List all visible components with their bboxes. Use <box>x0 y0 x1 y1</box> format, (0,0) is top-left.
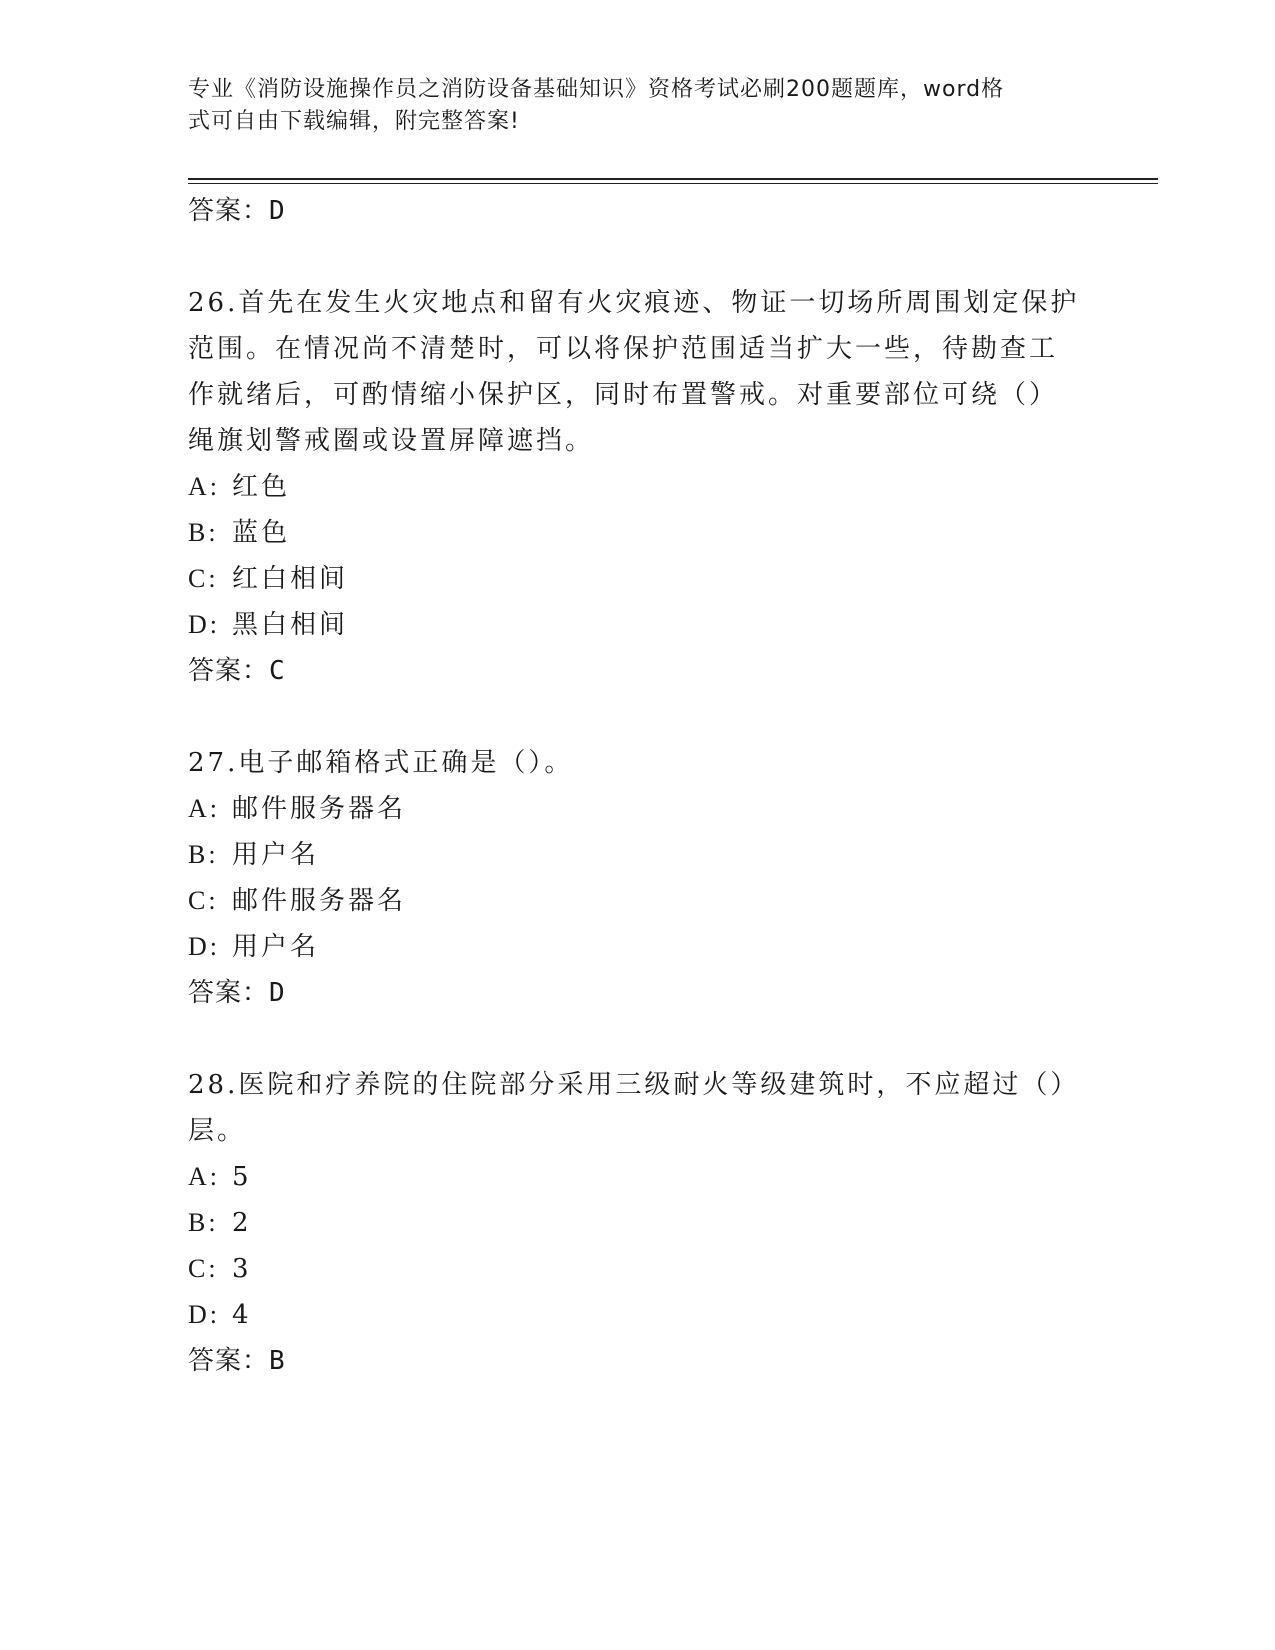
question-stem-line: 28.医院和疗养院的住院部分采用三级耐火等级建筑时，不应超过（） <box>188 1070 1080 1100</box>
option-text: 红白相间 <box>232 564 349 594</box>
question-27 <box>188 740 1088 1016</box>
answer-value: D <box>269 196 286 226</box>
option-text: 用户名 <box>232 932 320 962</box>
option-c <box>188 556 1088 602</box>
option-text: 5 <box>232 1162 252 1192</box>
question-26 <box>188 280 1088 694</box>
question-stem-line: 27.电子邮箱格式正确是（）。 <box>188 748 574 778</box>
answer-label: 答案： <box>188 196 270 226</box>
option-text: 用户名 <box>232 840 320 870</box>
question-answer <box>188 648 1088 694</box>
question-answer <box>188 1338 1088 1384</box>
option-key: C: <box>188 564 219 593</box>
option-a <box>188 1154 1088 1200</box>
option-key: A: <box>188 1162 220 1191</box>
option-text: 蓝色 <box>232 518 291 548</box>
question-stem-line: 26.首先在发生火灾地点和留有火灾痕迹、物证一切场所周围划定保护 <box>188 288 1080 318</box>
header-line-1: 专业《消防设施操作员之消防设备基础知识》资格考试必刷200题题库，word格 <box>188 77 1005 102</box>
answer-value: D <box>269 978 286 1008</box>
question-28 <box>188 1062 1088 1384</box>
option-text: 3 <box>232 1254 252 1284</box>
previous-answer <box>188 188 1088 234</box>
option-key: A: <box>188 794 220 823</box>
option-key: D: <box>188 932 220 961</box>
option-d <box>188 924 1088 970</box>
header-divider-thick <box>188 178 1158 180</box>
answer-label: 答案： <box>188 978 270 1008</box>
option-text: 红色 <box>232 472 291 502</box>
question-list <box>188 188 1088 1384</box>
option-key: C: <box>188 886 219 915</box>
option-text: 邮件服务器名 <box>232 794 407 824</box>
option-c <box>188 878 1088 924</box>
answer-value: C <box>269 656 286 686</box>
option-text: 2 <box>232 1208 252 1238</box>
question-stem-line: 绳旗划警戒圈或设置屏障遮挡。 <box>188 426 595 456</box>
header-line-2: 式可自由下载编辑，附完整答案! <box>188 109 520 134</box>
question-stem-line: 作就绪后，可酌情缩小保护区，同时布置警戒。对重要部位可绕（） <box>188 380 1059 410</box>
option-text: 4 <box>232 1300 252 1330</box>
answer-label: 答案： <box>188 1346 270 1376</box>
option-key: D: <box>188 1300 220 1329</box>
question-stem-line: 层。 <box>188 1116 247 1146</box>
page-header <box>188 74 1068 138</box>
option-a <box>188 786 1088 832</box>
question-stem-line: 范围。在情况尚不清楚时，可以将保护范围适当扩大一些，待勘查工 <box>188 334 1059 364</box>
option-a <box>188 464 1088 510</box>
option-d <box>188 1292 1088 1338</box>
option-key: A: <box>188 472 220 501</box>
option-text: 黑白相间 <box>232 610 349 640</box>
option-b <box>188 1200 1088 1246</box>
option-key: C: <box>188 1254 219 1283</box>
option-text: 邮件服务器名 <box>232 886 407 916</box>
answer-value: B <box>269 1346 286 1376</box>
option-d <box>188 602 1088 648</box>
option-key: B: <box>188 1208 219 1237</box>
option-c <box>188 1246 1088 1292</box>
option-b <box>188 832 1088 878</box>
option-key: B: <box>188 518 219 547</box>
answer-label: 答案： <box>188 656 270 686</box>
option-key: B: <box>188 840 219 869</box>
question-answer <box>188 970 1088 1016</box>
option-key: D: <box>188 610 220 639</box>
header-divider-thin <box>188 183 1158 184</box>
option-b <box>188 510 1088 556</box>
